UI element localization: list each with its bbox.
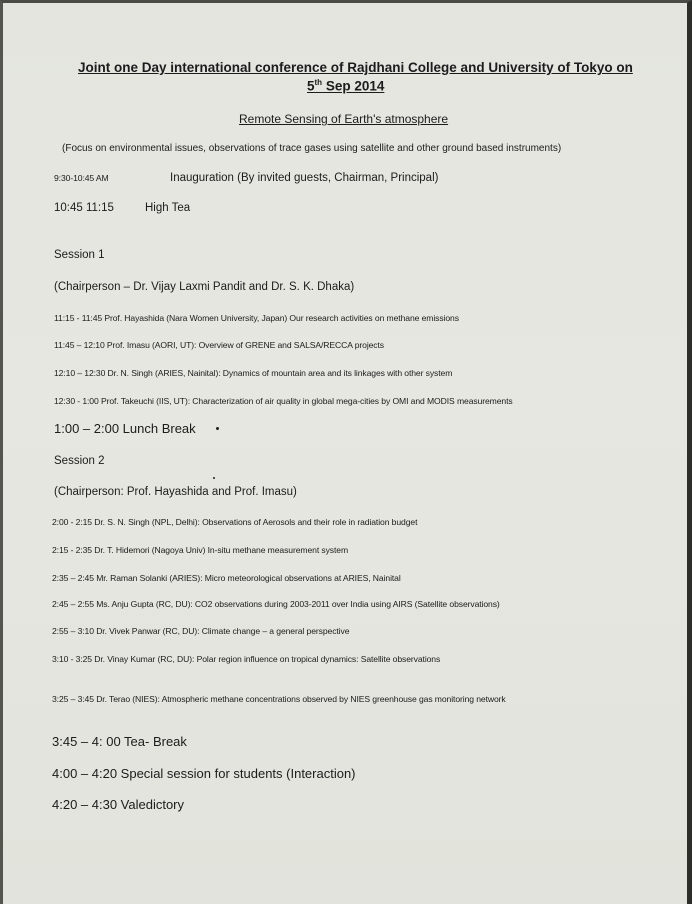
conference-date: [307, 78, 384, 94]
lunch-break: 1:00 – 2:00 Lunch Break: [54, 421, 196, 436]
high-tea-text: High Tea: [145, 202, 191, 214]
date-day: 5: [307, 78, 315, 94]
session-2-talk: 2:15 - 2:35 Dr. T. Hidemori (Nagoya Univ) In-situ methane measurement system: [52, 545, 349, 555]
conference-subtitle: Remote Sensing of Earth's atmosphere: [239, 112, 449, 126]
bullet-mark: [216, 427, 219, 430]
ink-mark: [213, 477, 215, 479]
conference-focus: (Focus on environmental issues, observations of trace gases using satellite and other ground based instruments): [62, 143, 562, 154]
session-1-chairperson: (Chairperson – Dr. Vijay Laxmi Pandit and Dr. S. K. Dhaka): [54, 281, 355, 293]
session-2-talk: 2:55 – 3:10 Dr. Vivek Panwar (RC, DU): Climate change – a general perspective: [52, 626, 350, 636]
session-1-talk: 11:45 – 12:10 Prof. Imasu (AORI, UT): Overview of GRENE and SALSA/RECCA projects: [54, 340, 384, 350]
session-2-title: Session 2: [54, 455, 105, 467]
session-2-talk: 3:25 – 3:45 Dr. Terao (NIES): Atmospheric methane concentrations observed by NIES greenhouse gas monitoring network: [52, 694, 506, 704]
session-1-talk: 11:15 - 11:45 Prof. Hayashida (Nara Women University, Japan) Our research activities on methane emissions: [54, 313, 459, 323]
session-2-talk: 2:35 – 2:45 Mr. Raman Solanki (ARIES): Micro meteorological observations at ARIES, Nainital: [52, 573, 401, 583]
high-tea-time: 10:45 11:15: [54, 202, 114, 214]
session-1-talk: 12:10 – 12:30 Dr. N. Singh (ARIES, Nainital): Dynamics of mountain area and its linkages with other system: [54, 368, 453, 378]
session-2-talk: 3:10 - 3:25 Dr. Vinay Kumar (RC, DU): Polar region influence on tropical dynamics: Satellite observations: [52, 654, 441, 664]
date-month-year: Sep 2014: [322, 78, 385, 94]
inauguration-time: 9:30-10:45 AM: [54, 173, 109, 183]
session-1-talk: 12:30 - 1:00 Prof. Takeuchi (IIS, UT): Characterization of air quality in global mega-cities by OMI and MODIS measurements: [54, 396, 513, 406]
session-2-talk: 2:45 – 2:55 Ms. Anju Gupta (RC, DU): CO2 observations during 2003-2011 over India using AIRS (Satellite observations): [52, 599, 500, 609]
session-2-chairperson: (Chairperson: Prof. Hayashida and Prof. Imasu): [54, 486, 297, 498]
session-2-talk: 2:00 - 2:15 Dr. S. N. Singh (NPL, Delhi): Observations of Aerosols and their role in radiation budget: [52, 517, 418, 527]
tea-break: 3:45 – 4: 00 Tea- Break: [52, 734, 187, 749]
date-day-suffix: th: [314, 78, 323, 87]
valedictory: 4:20 – 4:30 Valedictory: [52, 797, 185, 812]
special-session: 4:00 – 4:20 Special session for students (Interaction): [52, 766, 356, 781]
session-1-title: Session 1: [54, 249, 105, 261]
inauguration-text: Inauguration (By invited guests, Chairman, Principal): [170, 172, 439, 184]
conference-title: Joint one Day international conference of Rajdhani College and University of Tokyo on: [78, 60, 633, 75]
